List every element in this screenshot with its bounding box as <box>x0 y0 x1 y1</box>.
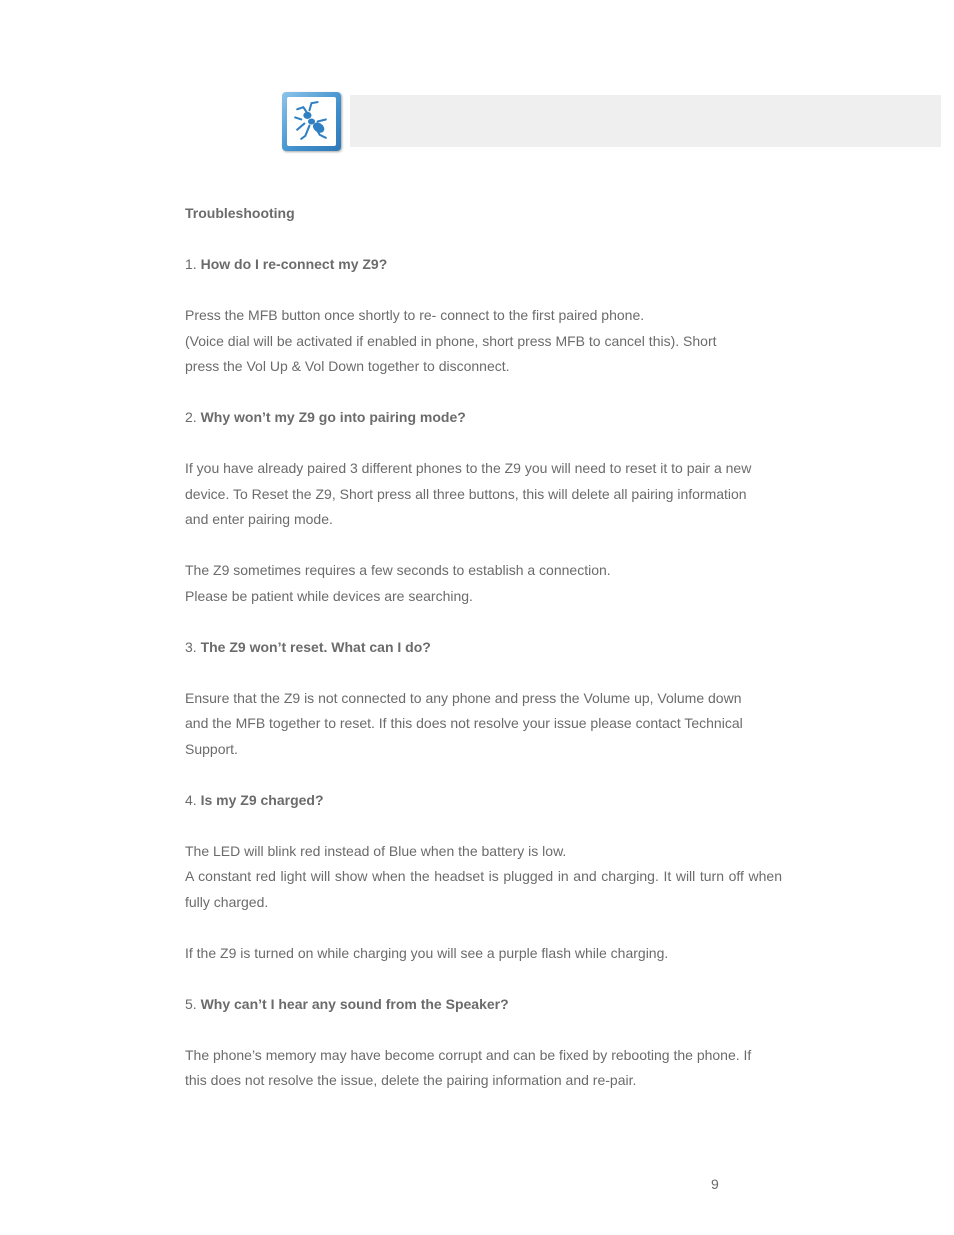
header-bar <box>350 95 941 147</box>
paragraph-line: Please be patient while devices are searching. <box>185 587 473 604</box>
document-body <box>185 201 782 1094</box>
faq-number: 2. <box>185 409 201 425</box>
faq-question-text: Why won’t my Z9 go into pairing mode? <box>200 409 466 425</box>
faq-question-text: Why can’t I hear any sound from the Speaker? <box>200 995 509 1012</box>
faq-question-1 <box>185 252 782 278</box>
paragraph-line: and enter pairing mode. <box>185 511 333 527</box>
faq-number: 3. <box>185 638 201 655</box>
ant-icon <box>287 97 336 146</box>
paragraph-line: The LED will blink red instead of Blue when the battery is low. <box>185 842 567 859</box>
section-title: Troubleshooting <box>185 205 295 221</box>
paragraph-line: Support. <box>185 740 238 757</box>
faq-question-text: How do I re-connect my Z9? <box>200 256 388 272</box>
paragraph-line: (Voice dial will be activated if enabled in phone, short press MFB to cancel this). Short <box>185 332 717 349</box>
faq-number: 4. <box>185 791 201 808</box>
faq-question-text: The Z9 won’t reset. What can I do? <box>200 638 431 655</box>
faq-question-text: Is my Z9 charged? <box>200 791 324 808</box>
paragraph-line: Ensure that the Z9 is not connected to any phone and press the Volume up, Volume down <box>185 689 742 706</box>
faq-number: 5. <box>185 995 201 1012</box>
paragraph-line: this does not resolve the issue, delete the pairing information and re-pair. <box>185 1072 637 1088</box>
paragraph-line: press the Vol Up & Vol Down together to disconnect. <box>185 358 510 374</box>
justified-paragraph: A constant red light will show when the headset is plugged in and charging. It will turn off when fully charged. <box>185 868 782 910</box>
paragraph-line: If you have already paired 3 different phones to the Z9 you will need to reset it to pair a new <box>185 460 752 476</box>
paragraph-line: and the MFB together to reset. If this does not resolve your issue please contact Technical <box>185 715 743 731</box>
faq-question-4 <box>185 788 782 814</box>
faq-question-3 <box>185 635 782 661</box>
faq-question-2 <box>185 405 782 431</box>
paragraph-line: The phone’s memory may have become corrupt and can be fixed by rebooting the phone. If <box>185 1046 752 1063</box>
page-number: 9 <box>711 1176 719 1192</box>
paragraph-line: device. To Reset the Z9, Short press all three buttons, this will delete all pairing information <box>185 485 747 502</box>
faq-question-5 <box>185 992 782 1018</box>
logo <box>282 92 341 151</box>
faq-number: 1. <box>185 256 201 272</box>
paragraph-line: If the Z9 is turned on while charging you will see a purple flash while charging. <box>185 944 669 961</box>
paragraph-line: The Z9 sometimes requires a few seconds to establish a connection. <box>185 562 611 578</box>
paragraph-line: Press the MFB button once shortly to re- connect to the first paired phone. <box>185 307 645 323</box>
